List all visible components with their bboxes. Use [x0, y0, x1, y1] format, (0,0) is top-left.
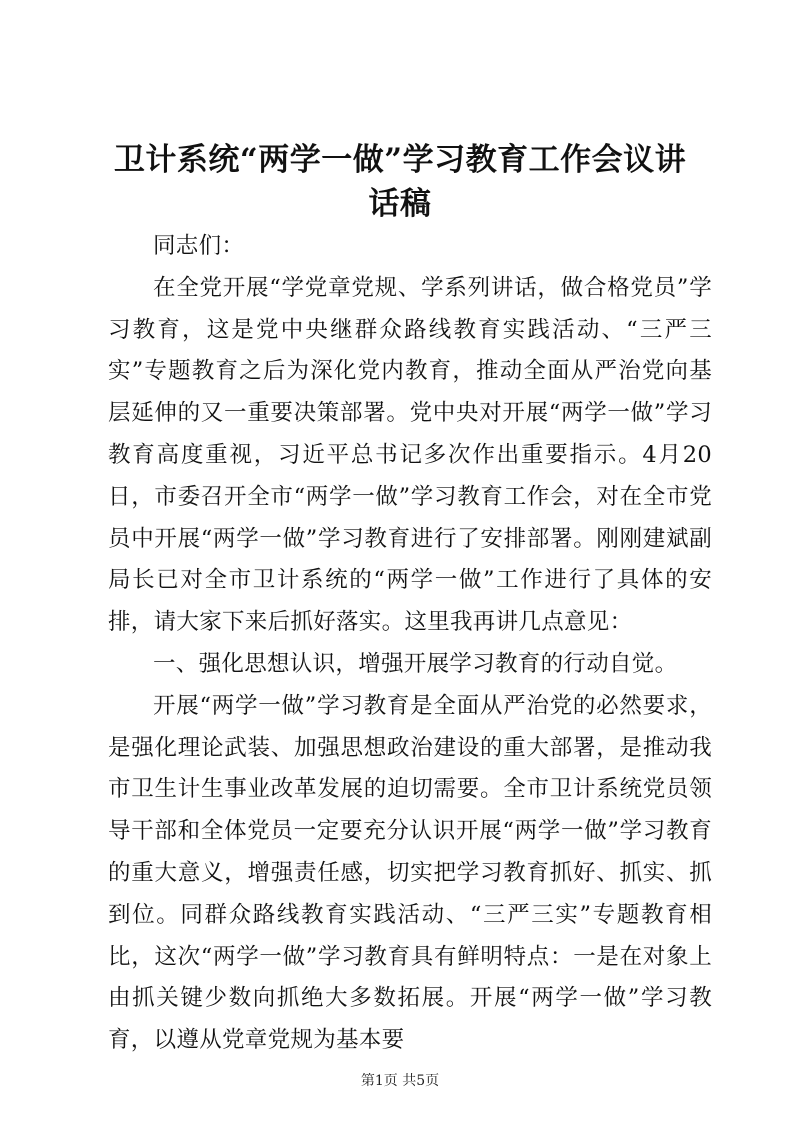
document-body: [108, 226, 712, 1062]
intro-paragraph: 在全党开展“学党章党规、学系列讲话，做合格党员”学习教育，这是党中央继群众路线教育实践活动、“三严三实”专题教育之后为深化党内教育，推动全面从严治党向基层延伸的又一重要决策部署。党中央对开展“两学一做”学习教育高度重视，习近平总书记多次作出重要指示。4月20日，市委召开全市“两学一做”学习教育工作会，对在全市党员中开展“两学一做”学习教育进行了安排部署。刚刚建斌副局长已对全市卫计系统的“两学一做”工作进行了具体的安排，请大家下来后抓好落实。这里我再讲几点意见：: [108, 274, 712, 636]
document-title: 卫计系统“两学一做”学习教育工作会议讲话稿: [113, 142, 687, 222]
section-1-paragraph: 开展“两学一做”学习教育是全面从严治党的必然要求，是强化理论武装、加强思想政治建设的重大部署，是推动我市卫生计生事业改革发展的迫切需要。全市卫计系统党员领导干部和全体党员一定要充分认识开展“两学一做”学习教育的重大意义，增强责任感，切实把学习教育抓好、抓实、抓到位。同群众路线教育实践活动、“三严三实”专题教育相比，这次“两学一做”学习教育具有鲜明特点：一是在对象上由抓关键少数向抓绝大多数拓展。开展“两学一做”学习教育，以遵从党章党规为基本要: [108, 692, 712, 1054]
salutation-paragraph: 同志们：: [153, 233, 245, 259]
section-heading-1: 一、强化思想认识，增强开展学习教育的行动自觉。: [153, 650, 678, 677]
page-number-footer: 第1页 共5页: [360, 1073, 440, 1089]
